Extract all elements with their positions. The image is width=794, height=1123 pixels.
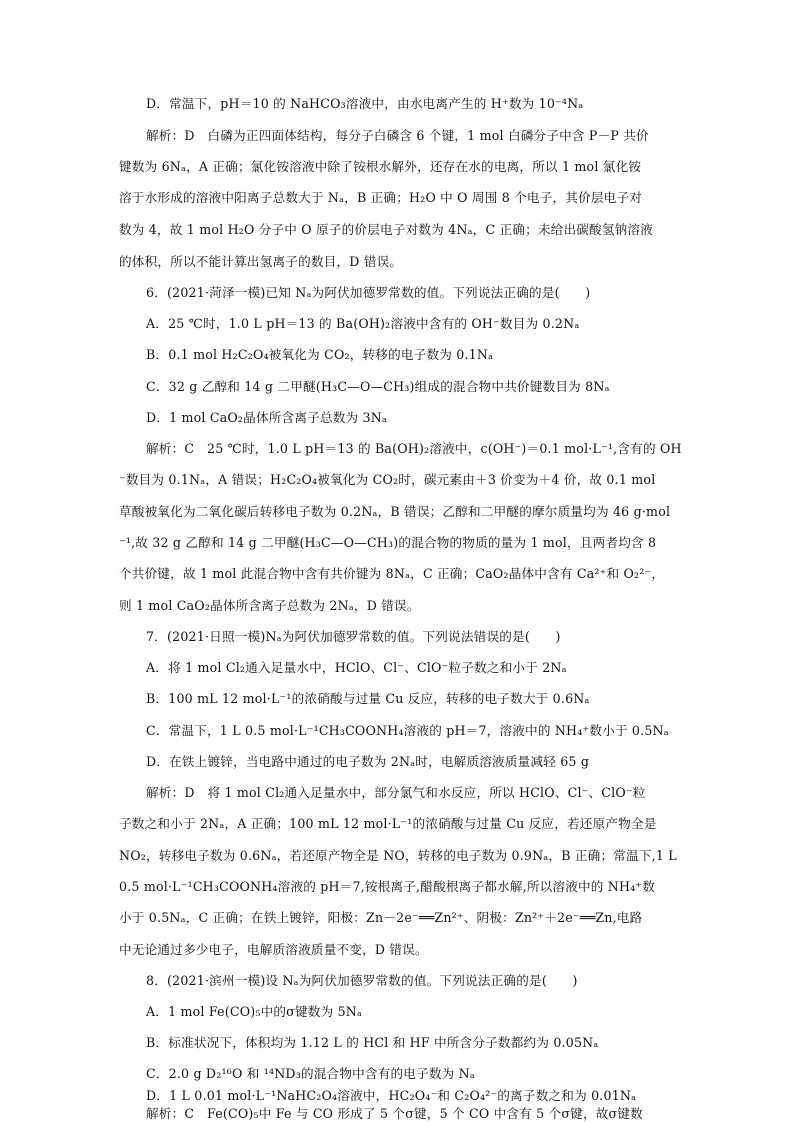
analysis-6-line-4: ⁻¹,故 32 g 乙醇和 14 g 二甲醚(H₃C—O—CH₃)的混合物的物质的量为 1 mol，且两者均含 8 [119,535,657,550]
question-8-option-d: D．1 L 0.01 mol·L⁻¹NaHC₂O₄溶液中，HC₂O₄⁻和 C₂O₄²⁻的离子数之和为 0.01Nₐ [146,1088,637,1103]
analysis-8-line-1: 解析：C Fe(CO)₅中 Fe 与 CO 形成了 5 个σ键，5 个 CO 中含有 5 个σ键，故σ键数 [146,1106,643,1121]
analysis-5-line-5: 的体积，所以不能计算出氢离子的数目，D 错误。 [119,254,403,269]
analysis-7-line-6: 中无论通过多少电子，电解质溶液质量不变，D 错误。 [119,942,428,957]
question-8-stem: 8．(2021·滨州一模)设 Nₐ为阿伏加德罗常数的值。下列说法正确的是( ) [146,973,578,988]
question-8-option-c: C．2.0 g D₂¹⁶O 和 ¹⁴ND₃的混合物中含有的电子数为 Nₐ [146,1066,475,1081]
analysis-7-line-2: 子数之和小于 2Nₐ，A 正确；100 mL 12 mol·L⁻¹的浓硝酸与过量 Cu 反应，若还原产物全是 [119,816,657,831]
analysis-5-line-1: 解析：D 白磷为正四面体结构，每分子白磷含 6 个键，1 mol 白磷分子中含 P－P 共价 [146,128,649,143]
question-6-stem: 6．(2021·菏泽一模)已知 Nₐ为阿伏加德罗常数的值。下列说法正确的是( ) [146,285,591,300]
analysis-6-line-3: 草酸被氧化为二氧化碳后转移电子数为 0.2Nₐ，B 错误；乙醇和二甲醚的摩尔质量均为 46 g·mol [119,504,671,519]
question-6-option-d: D．1 mol CaO₂晶体所含离子总数为 3Nₐ [146,410,388,425]
analysis-7-line-3: NO₂，转移电子数为 0.6Nₐ，若还原产物全是 NO，转移的电子数为 0.9Nₐ，B 正确；常温下,1 L [119,848,677,863]
analysis-7-line-1: 解析：D 将 1 mol Cl₂通入足量水中，部分氯气和水反应，所以 HClO、Cl⁻、ClO⁻粒 [146,785,646,800]
analysis-6-line-6: 则 1 mol CaO₂晶体所含离子总数为 2Nₐ，D 错误。 [119,598,420,613]
question-7-option-a: A．将 1 mol Cl₂通入足量水中，HClO、Cl⁻、ClO⁻粒子数之和小于 2Nₐ [146,660,567,675]
analysis-6-line-2: ⁻数目为 0.1Nₐ，A 错误；H₂C₂O₄被氧化为 CO₂时，碳元素由＋3 价变为＋4 价，故 0.1 mol [119,472,656,487]
analysis-6-line-1: 解析：C 25 ℃时，1.0 L pH＝13 的 Ba(OH)₂溶液中，c(OH⁻)＝0.1 mol·L⁻¹,含有的 OH [146,441,682,456]
analysis-5-line-4: 数为 4，故 1 mol H₂O 分子中 O 原子的价层电子对数为 4Nₐ，C 正确；未给出碳酸氢钠溶液 [119,222,654,237]
question-8-option-a: A．1 mol Fe(CO)₅中的σ键数为 5Nₐ [146,1004,363,1019]
analysis-5-line-2: 键数为 6Nₐ，A 正确；氯化铵溶液中除了铵根水解外，还存在水的电离，所以 1 mol 氯化铵 [119,159,642,174]
question-7-option-c: C．常温下，1 L 0.5 mol·L⁻¹CH₃COONH₄溶液的 pH＝7，溶液中的 NH₄⁺数小于 0.5Nₐ [146,723,669,738]
question-6-option-a: A．25 ℃时，1.0 L pH＝13 的 Ba(OH)₂溶液中含有的 OH⁻数目为 0.2Nₐ [146,316,580,331]
analysis-6-line-5: 个共价键，故 1 mol 此混合物中含有共价键为 8Nₐ，C 正确；CaO₂晶体中含有 Ca²⁺和 O₂²⁻， [119,566,665,581]
analysis-7-line-5: 小于 0.5Nₐ，C 正确；在铁上镀锌，阳极：Zn－2e⁻══Zn²⁺、阴极：Zn²⁺＋2e⁻══Zn,电路 [119,910,643,925]
question-6-option-b: B．0.1 mol H₂C₂O₄被氧化为 CO₂，转移的电子数为 0.1Nₐ [146,347,494,362]
option-d-prev: D．常温下，pH＝10 的 NaHCO₃溶液中，由水电离产生的 H⁺数为 10⁻⁴Nₐ [146,96,584,111]
question-8-option-b: B．标准状况下，体积均为 1.12 L 的 HCl 和 HF 中所含分子数都约为 0.05Nₐ [146,1035,599,1050]
question-7-option-b: B．100 mL 12 mol·L⁻¹的浓硝酸与过量 Cu 反应，转移的电子数大于 0.6Nₐ [146,691,590,706]
analysis-5-line-3: 溶于水形成的溶液中阳离子总数大于 Nₐ，B 正确；H₂O 中 O 周围 8 个电子，其价层电子对 [119,190,643,205]
question-6-option-c: C．32 g 乙醇和 14 g 二甲醚(H₃C—O—CH₃)组成的混合物中共价键数目为 8Nₐ [146,379,610,394]
question-7-option-d: D．在铁上镀锌，当电路中通过的电子数为 2Nₐ时，电解质溶液质量减轻 65 g [146,754,590,769]
analysis-7-line-4: 0.5 mol·L⁻¹CH₃COONH₄溶液的 pH＝7,铵根离子,醋酸根离子都水解,所以溶液中的 NH₄⁺数 [119,879,656,894]
question-7-stem: 7．(2021·日照一模)Nₐ为阿伏加德罗常数的值。下列说法错误的是( ) [146,629,561,644]
